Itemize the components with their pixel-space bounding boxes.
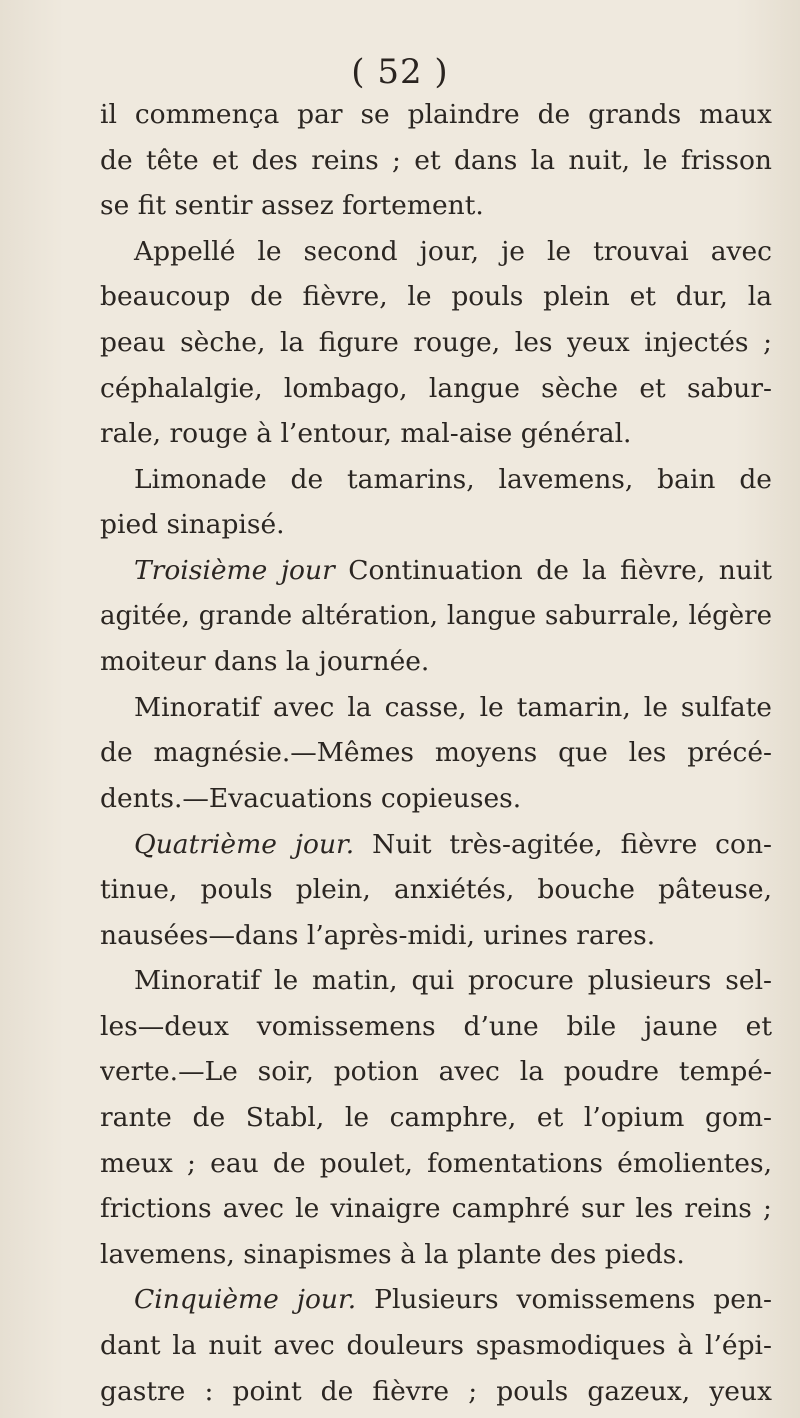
italic-heading: Troisième jour <box>134 554 335 586</box>
text-line <box>100 1323 772 1369</box>
text-line <box>100 138 772 184</box>
line-text: Plusieurs vomissemens pen- <box>374 1284 772 1316</box>
line-text: Minoratif le matin, qui procure plusieurs sel- <box>134 965 772 997</box>
italic-heading: Cinquième jour. <box>134 1284 357 1316</box>
line-text: moiteur dans la journée. <box>100 646 430 678</box>
line-text: nausées—dans l’après-midi, urines rares. <box>100 919 656 951</box>
line-text: se fit sentir assez fortement. <box>100 190 484 222</box>
text-line <box>100 411 772 457</box>
line-text: dant la nuit avec douleurs spasmodiques à l’épi- <box>100 1330 772 1362</box>
text-line <box>100 1232 772 1278</box>
line-text: Appellé le second jour, je le trouvai avec <box>134 235 772 267</box>
text-line <box>100 1004 772 1050</box>
text-line <box>100 457 772 503</box>
text-line <box>100 867 772 913</box>
text-line <box>100 594 772 640</box>
line-text: rale, rouge à l’entour, mal-aise général. <box>100 418 632 450</box>
body-text <box>100 92 772 1414</box>
line-text: Minoratif avec la casse, le tamarin, le sulfate <box>134 691 772 723</box>
line-text: pied sinapisé. <box>100 509 285 541</box>
line-text: de magnésie.—Mêmes moyens que les précé- <box>100 737 772 769</box>
text-line <box>100 1141 772 1187</box>
line-text: dents.—Evacuations copieuses. <box>100 782 522 814</box>
text-line <box>100 639 772 685</box>
line-text: rante de Stabl, le camphre, et l’opium gom- <box>100 1102 772 1134</box>
text-line <box>100 1049 772 1095</box>
line-text: Nuit très-agitée, fièvre con- <box>372 828 772 860</box>
text-line <box>100 776 772 822</box>
line-text: meux ; eau de poulet, fomentations émolientes, <box>100 1147 772 1179</box>
line-text: agitée, grande altération, langue saburrale, légère <box>100 600 772 631</box>
line-text: beaucoup de fièvre, le pouls plein et dur, la <box>100 281 772 313</box>
text-line <box>100 685 772 731</box>
line-text: céphalalgie, lombago, langue sèche et sabur- <box>100 372 772 404</box>
line-text: Limonade de tamarins, lavemens, bain de <box>134 463 772 495</box>
line-text: de tête et des reins ; et dans la nuit, le frisson <box>100 144 772 176</box>
text-line <box>100 822 772 868</box>
line-text: il commença par se plaindre de grands maux <box>100 99 772 130</box>
line-text: Continuation de la fièvre, nuit <box>348 554 772 586</box>
text-line <box>100 183 772 229</box>
line-text: tinue, pouls plein, anxiétés, bouche pâteuse, <box>100 874 772 906</box>
line-text: gastre : point de fièvre ; pouls gazeux, yeux <box>100 1375 772 1407</box>
text-line <box>100 1277 772 1323</box>
text-line <box>100 730 772 776</box>
text-line <box>100 320 772 366</box>
text-line <box>100 502 772 548</box>
italic-heading: Quatrième jour. <box>134 828 355 860</box>
line-text: peau sèche, la figure rouge, les yeux injectés ; <box>100 326 772 358</box>
line-text: lavemens, sinapismes à la plante des pieds. <box>100 1238 685 1270</box>
page-number: ( 52 ) <box>351 52 449 92</box>
text-line <box>100 548 772 594</box>
text-line <box>100 958 772 1004</box>
line-text: les—deux vomissemens d’une bile jaune et <box>100 1010 772 1042</box>
line-text: frictions avec le vinaigre camphré sur les reins ; <box>100 1193 772 1225</box>
text-line <box>100 1186 772 1232</box>
text-line <box>100 92 772 138</box>
text-line <box>100 913 772 959</box>
text-line <box>100 1369 772 1415</box>
line-text: verte.—Le soir, potion avec la poudre tempé- <box>100 1056 772 1088</box>
text-line <box>100 229 772 275</box>
text-line <box>100 366 772 412</box>
text-line <box>100 1095 772 1141</box>
text-line <box>100 274 772 320</box>
